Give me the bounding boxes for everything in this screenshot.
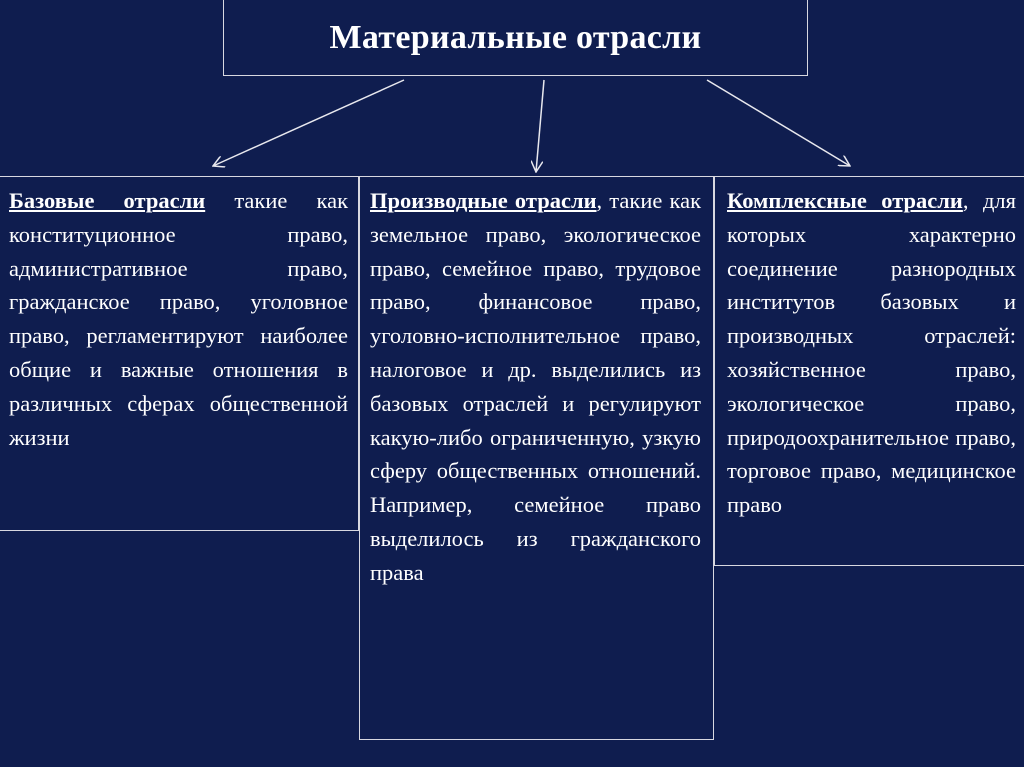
arrow-center <box>536 80 544 172</box>
basic-branches-box <box>0 176 359 531</box>
complex-branches-heading: Комплексные отрасли <box>727 188 963 213</box>
derived-branches-separator: , <box>596 188 610 213</box>
complex-branches-box <box>714 176 1024 566</box>
derived-branches-text: такие как земельное право, экологическое право, семейное право, трудовое право, финансовое право, уголовно-исполнительное право, налоговое и др. выделились из базовых отраслей и регулируют какую-либо ограниченную, узкую сферу общественных отношений. Например, семейное право выделилось из гражданского права <box>370 188 701 585</box>
complex-branches-text: для которых характерно соединение разнородных институтов базовых и производных отраслей: хозяйственное право, экологическое право, природоохранительное право, торговое право, медицинское право <box>727 188 1016 518</box>
basic-branches-text: такие как конституционное право, административное право, гражданское право, уголовное право, регламентируют наиболее общие и важные отношения в различных сферах общественной жизни <box>9 188 348 450</box>
diagram-title: Материальные отрасли <box>329 18 702 56</box>
title-box <box>223 0 808 76</box>
basic-branches-separator <box>205 188 234 213</box>
arrow-right <box>707 80 850 166</box>
arrow-left <box>213 80 404 166</box>
derived-branches-box <box>359 176 714 740</box>
derived-branches-heading: Производные отрасли <box>370 188 597 213</box>
basic-branches-heading: Базовые отрасли <box>9 188 206 213</box>
complex-branches-separator: , <box>962 188 983 213</box>
